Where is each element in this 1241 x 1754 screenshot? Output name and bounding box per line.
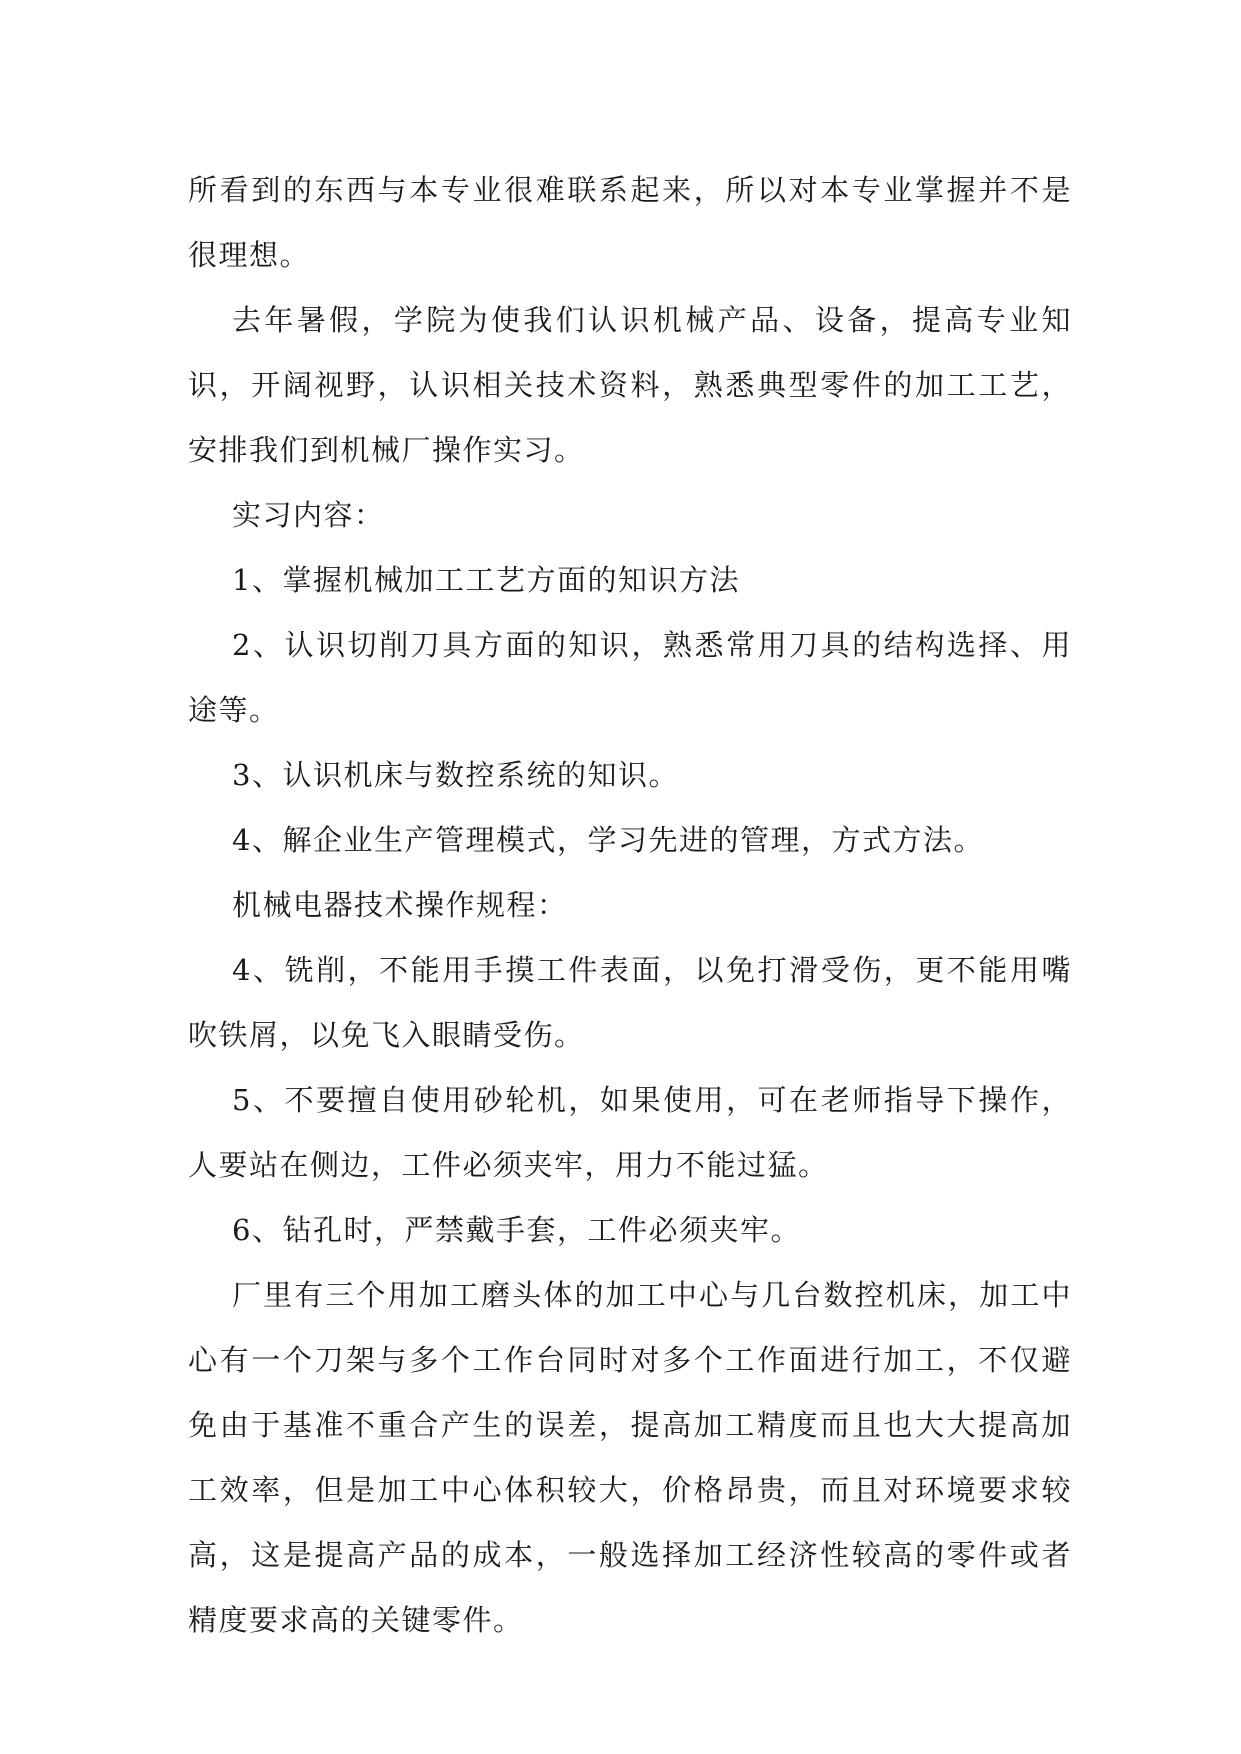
list-item-1: 1、掌握机械加工工艺方面的知识方法 (232, 563, 740, 597)
list-item-3: 3、认识机床与数控系统的知识。 (232, 758, 679, 792)
rule-item-5: 5、不要擅自使用砂轮机，如果使用，可在老师指导下操作，人要站在侧边，工件必须夹牢，用力不能过猛。 (188, 1083, 1072, 1182)
list-item-4: 4、解企业生产管理模式，学习先进的管理，方式方法。 (232, 823, 984, 857)
list-item-2: 2、认识切削刀具方面的知识，熟悉常用刀具的结构选择、用途等。 (188, 628, 1072, 727)
paragraph-continuation: 所看到的东西与本专业很难联系起来，所以对本专业掌握并不是很理想。 (188, 173, 1072, 272)
paragraph-summer-internship: 去年暑假，学院为使我们认识机械产品、设备，提高专业知识，开阔视野，认识相关技术资料，熟悉典型零件的加工工艺，安排我们到机械厂操作实习。 (188, 303, 1072, 467)
paragraph-machining-center: 厂里有三个用加工磨头体的加工中心与几台数控机床，加工中心有一个刀架与多个工作台同时对多个工作面进行加工，不仅避免由于基准不重合产生的误差，提高加工精度而且也大大提高加工效率，但是加工中心体积较大，价格昂贵，而且对环境要求较高，这是提高产品的成本，一般选择加工经济性较高的零件或者精度要求高的关键零件。 (188, 1278, 1072, 1637)
heading-internship-content: 实习内容： (232, 498, 385, 532)
rule-item-6: 6、钻孔时，严禁戴手套，工件必须夹牢。 (232, 1213, 801, 1247)
rule-item-4: 4、铣削，不能用手摸工件表面，以免打滑受伤，更不能用嘴吹铁屑，以免飞入眼睛受伤。 (188, 953, 1072, 1052)
heading-operating-rules: 机械电器技术操作规程： (232, 888, 568, 922)
body-text (188, 158, 1072, 1653)
